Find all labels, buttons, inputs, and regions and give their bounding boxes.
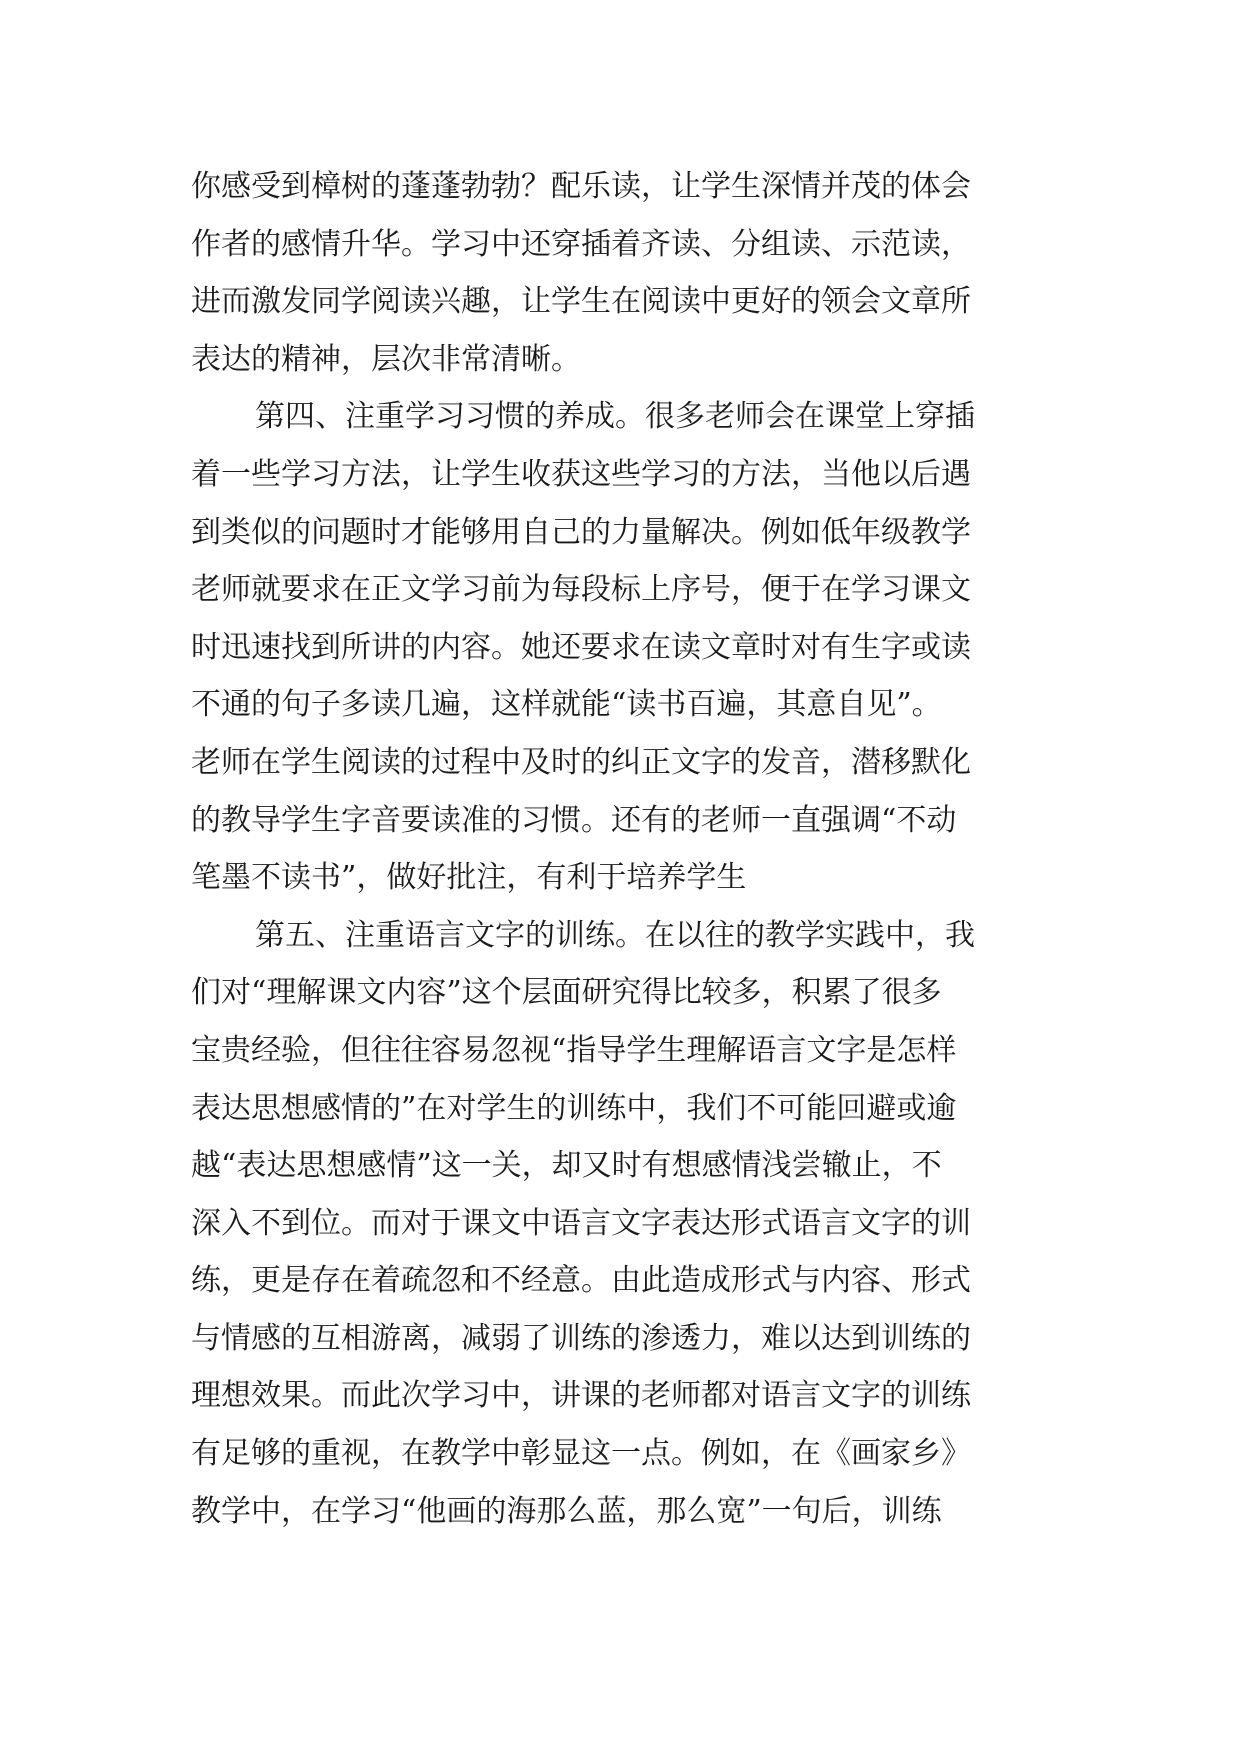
text-line-8: 老师就要求在正文学习前为每段标上序号，便于在学习课文 bbox=[191, 572, 971, 608]
text-line-19: 深入不到位。而对于课文中语言文字表达形式语言文字的训 bbox=[191, 1205, 971, 1241]
text-line-24: 教学中，在学习“他画的海那么蓝，那么宽”一句后，训练 bbox=[191, 1493, 942, 1529]
text-line-23: 有足够的重视，在教学中彰显这一点。例如，在《画家乡》 bbox=[191, 1436, 971, 1472]
paragraph-four-heading-line: 第四、注重学习习惯的养成。很多老师会在课堂上穿插 bbox=[255, 399, 975, 435]
text-line-20: 练，更是存在着疏忽和不经意。由此造成形式与内容、形式 bbox=[191, 1263, 971, 1299]
body-text bbox=[191, 158, 1071, 1540]
text-line-7: 到类似的问题时才能够用自己的力量解决。例如低年级教学 bbox=[191, 514, 971, 550]
text-line-2: 作者的感情升华。学习中还穿插着齐读、分组读、示范读， bbox=[191, 226, 971, 262]
text-line-11: 老师在学生阅读的过程中及时的纠正文字的发音，潜移默化 bbox=[191, 744, 971, 780]
text-line-21: 与情感的互相游离，减弱了训练的渗透力，难以达到训练的 bbox=[191, 1320, 971, 1356]
text-line-1: 你感受到樟树的蓬蓬勃勃？配乐读，让学生深情并茂的体会 bbox=[191, 169, 971, 204]
text-line-3: 进而激发同学阅读兴趣，让学生在阅读中更好的领会文章所 bbox=[191, 284, 971, 320]
text-line-18: 越“表达思想感情”这一关，却又时有想感情浅尝辙止，不 bbox=[191, 1148, 942, 1184]
text-line-17: 表达思想感情的”在对学生的训练中，我们不可能回避或逾 bbox=[191, 1090, 957, 1126]
text-line-10: 不通的句子多读几遍，这样就能“读书百遍，其意自见”。 bbox=[191, 687, 942, 723]
paragraph-five-heading-line: 第五、注重语言文字的训练。在以往的教学实践中，我 bbox=[255, 917, 975, 953]
text-line-15: 们对“理解课文内容”这个层面研究得比较多，积累了很多 bbox=[191, 975, 942, 1011]
text-line-12: 的教导学生字音要读准的习惯。还有的老师一直强调“不动 bbox=[191, 802, 957, 838]
text-line-16: 宝贵经验，但往往容易忽视“指导学生理解语言文字是怎样 bbox=[191, 1032, 957, 1068]
text-line-9: 时迅速找到所讲的内容。她还要求在读文章时对有生字或读 bbox=[191, 629, 971, 665]
text-line-4: 表达的精神，层次非常清晰。 bbox=[191, 341, 581, 377]
text-line-13: 笔墨不读书”，做好批注，有利于培养学生 bbox=[191, 860, 747, 896]
text-line-22: 理想效果。而此次学习中，讲课的老师都对语言文字的训练 bbox=[191, 1378, 971, 1414]
text-line-6: 着一些学习方法，让学生收获这些学习的方法，当他以后遇 bbox=[191, 456, 971, 492]
